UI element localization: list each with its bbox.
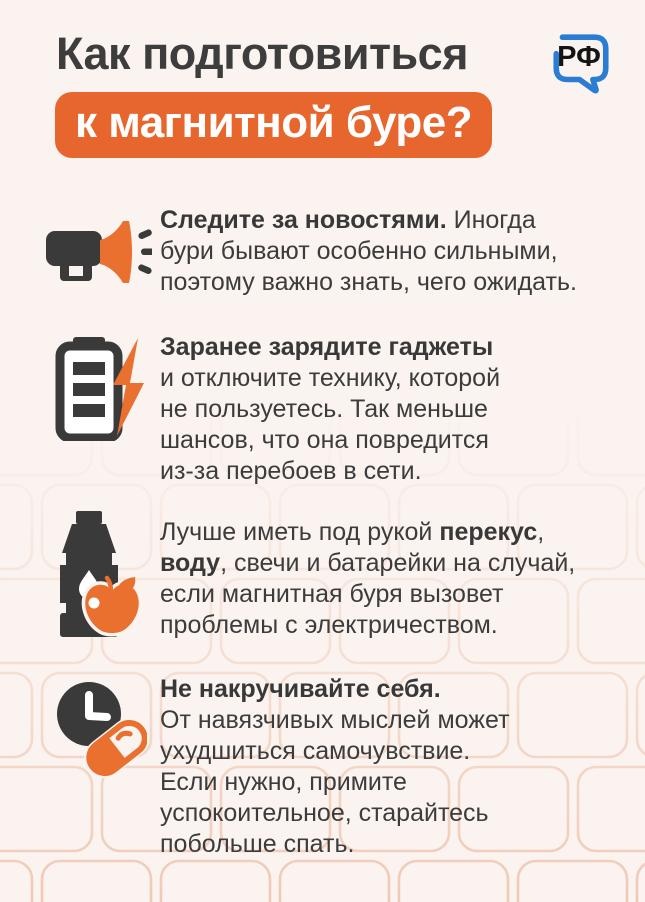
text-line: От навязчивых мыслей может xyxy=(160,706,510,734)
tip-text xyxy=(160,674,640,860)
clock-pill-icon xyxy=(55,680,147,780)
text-line: Если нужно, примите xyxy=(160,768,407,796)
megaphone-icon xyxy=(46,218,152,286)
text-line: Не накручивайте себя. xyxy=(160,675,441,703)
text-line: не пользуетесь. Так меньше xyxy=(160,395,488,423)
bottle-apple-icon xyxy=(52,511,144,637)
megaphone-icon-slot xyxy=(46,218,152,291)
rf-logo-text: РФ xyxy=(557,41,601,73)
bottle-apple-icon-slot xyxy=(52,511,144,642)
rf-logo xyxy=(548,30,614,96)
title-badge: к магнитной буре? xyxy=(55,92,492,158)
text-line: Лучше иметь под рукой перекус, xyxy=(160,518,545,546)
tip-text xyxy=(160,332,640,487)
text-line: и отключите технику, которой xyxy=(160,364,501,392)
page-title: Как подготовиться xyxy=(56,28,468,79)
text-line: бури бывают особенно сильными, xyxy=(160,237,558,265)
text-line: побольше спать. xyxy=(160,830,355,858)
battery-charge-icon-slot xyxy=(53,337,145,446)
text-line: Заранее зарядите гаджеты xyxy=(160,333,494,361)
text-line: Следите за новостями. Иногда xyxy=(160,206,536,234)
text-line: поэтому важно знать, чего ожидать. xyxy=(160,268,577,296)
text-line: из-за перебоев в сети. xyxy=(160,457,422,485)
text-line: ухудшиться самочувствие. xyxy=(160,737,471,765)
tip-text xyxy=(160,517,640,641)
text-line: успокоительное, старайтесь xyxy=(160,799,489,827)
text-line: если магнитная буря вызовет xyxy=(160,580,504,608)
battery-charge-icon xyxy=(53,337,145,441)
text-line: воду, свечи и батарейки на случай, xyxy=(160,549,576,577)
text-line: проблемы с электричеством. xyxy=(160,611,498,639)
tip-text xyxy=(160,205,640,298)
clock-pill-icon-slot xyxy=(55,680,147,785)
text-line: шансов, что она повредится xyxy=(160,426,489,454)
